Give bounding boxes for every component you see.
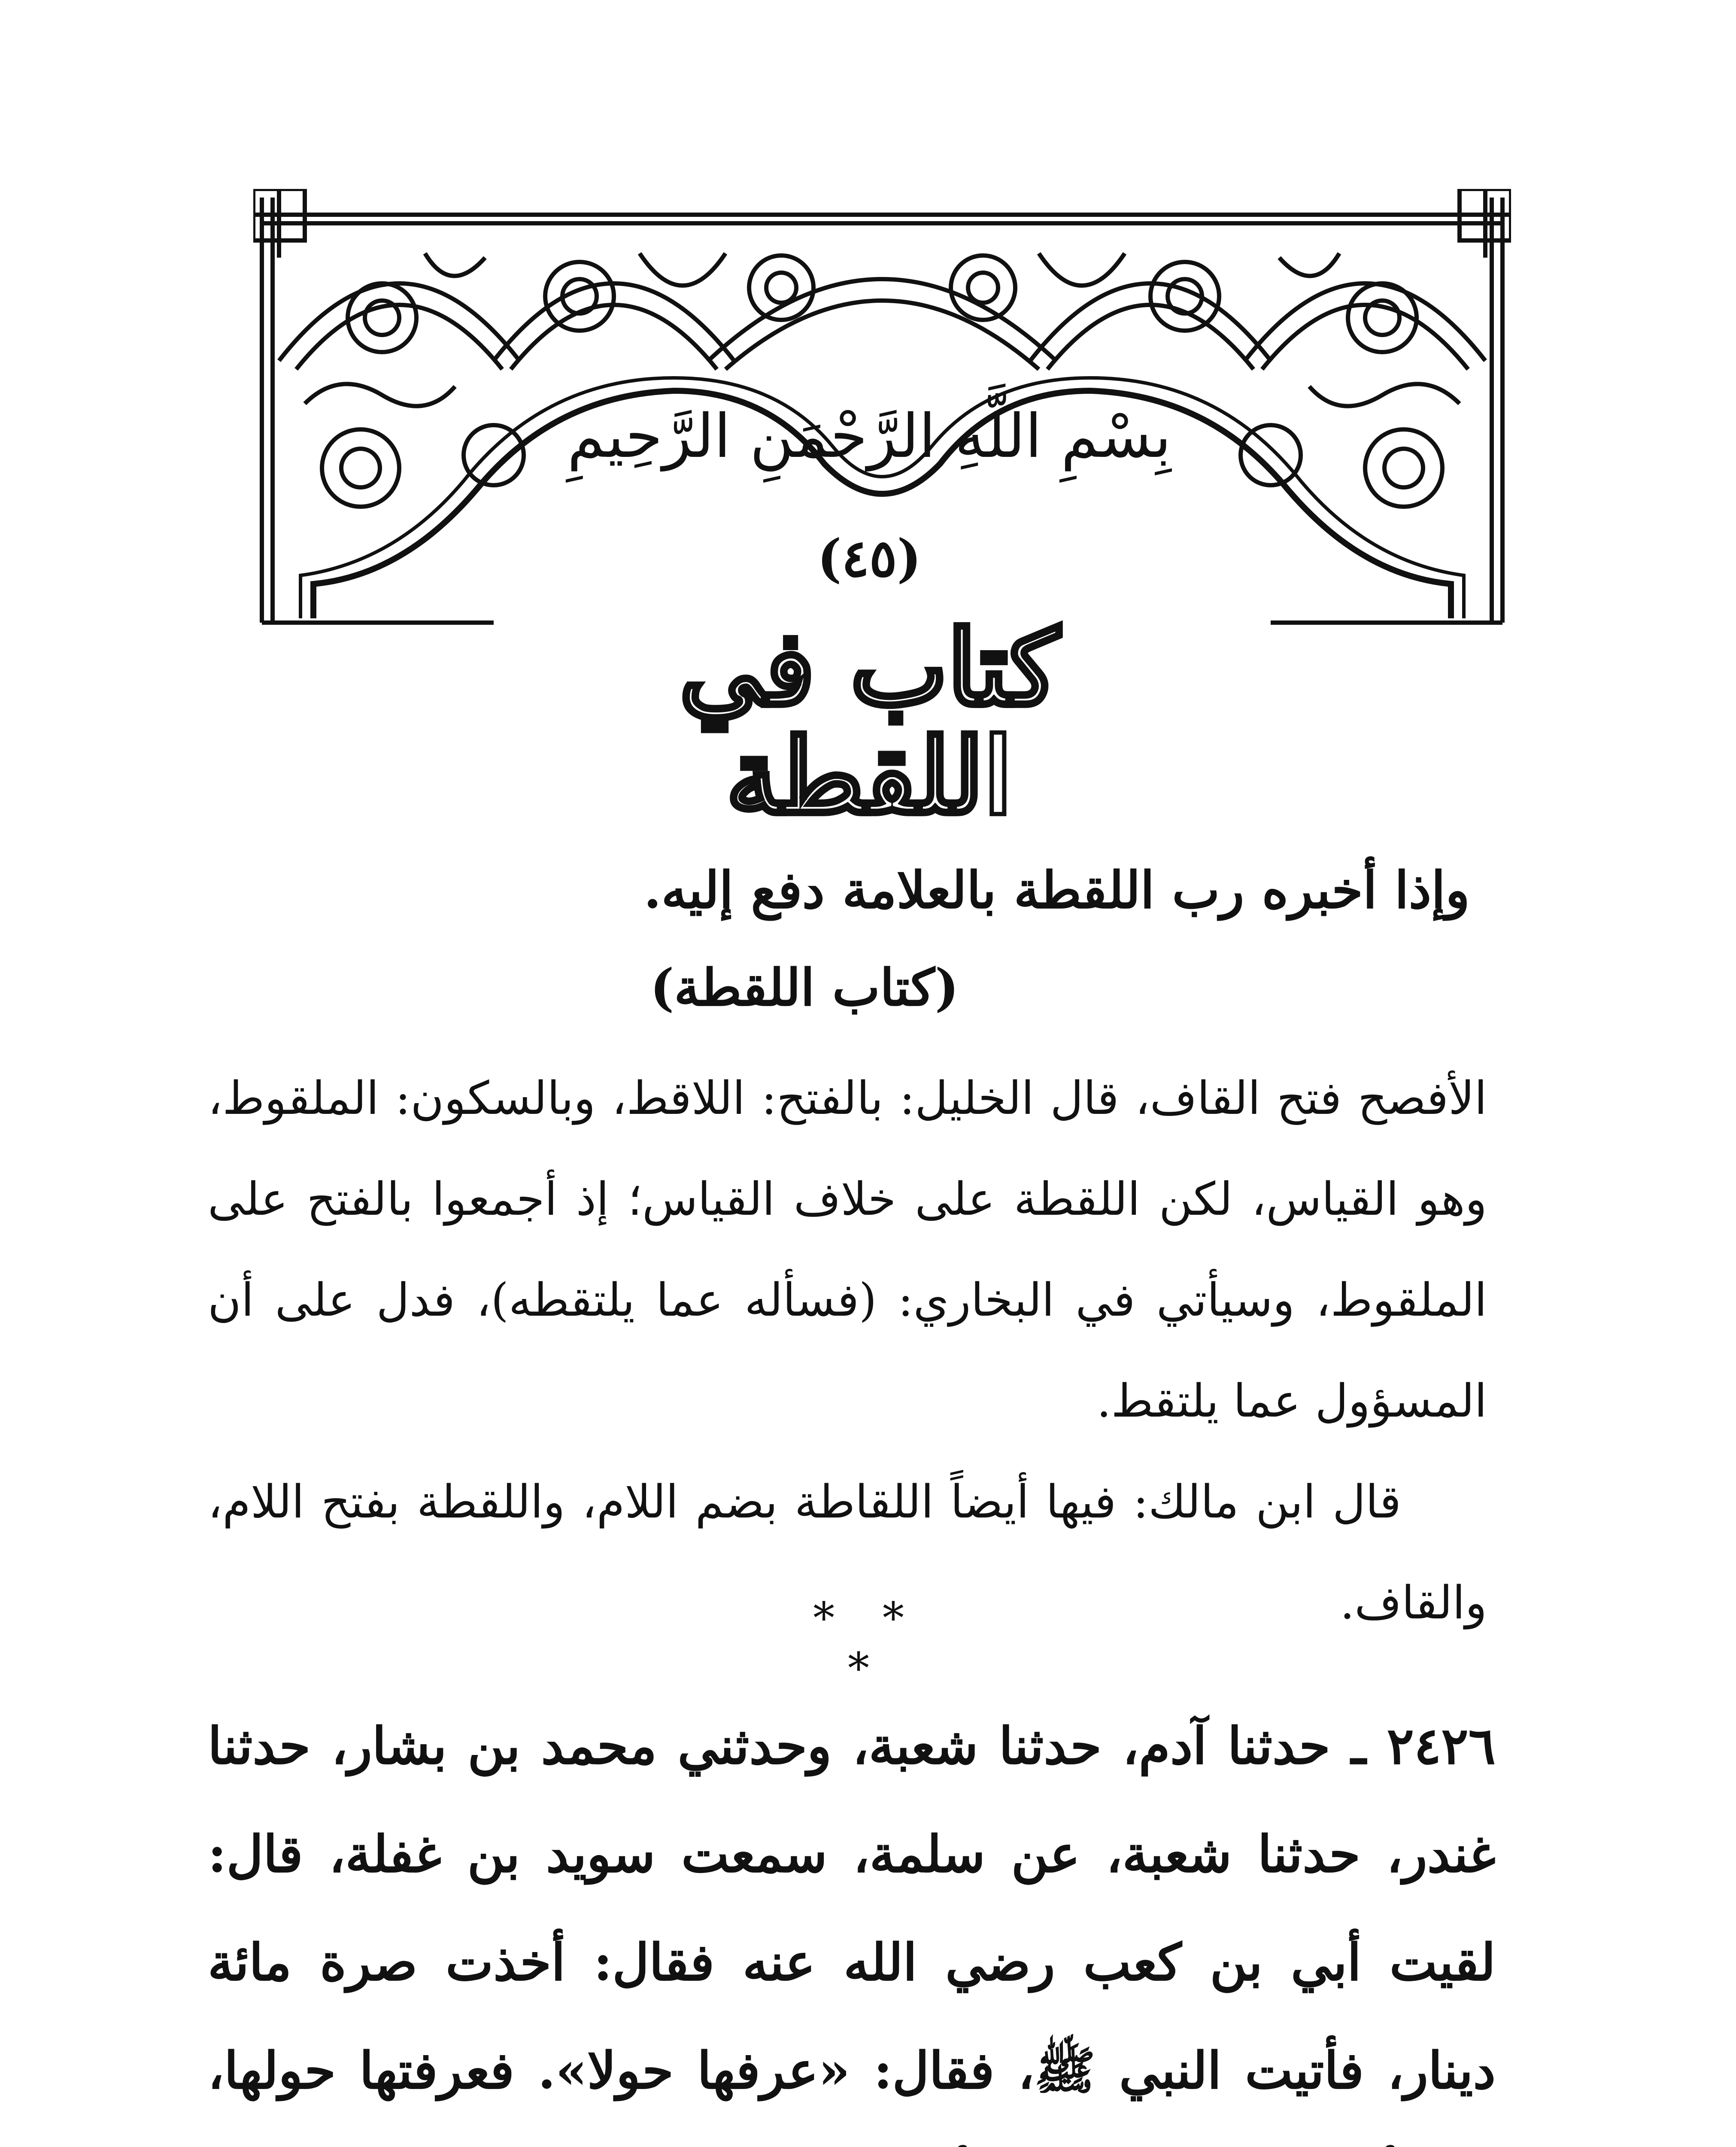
section-divider: * * *	[813, 1593, 921, 1694]
commentary-block	[208, 1048, 1487, 1653]
section-title: (كتاب اللقطة)	[650, 958, 959, 1017]
commentary-paragraph: قال ابن مالك: فيها أيضاً اللقاطة بضم اللام، واللقطة بفتح اللام، والقاف.	[208, 1475, 1487, 1629]
book-number: (٤٥)	[817, 528, 922, 589]
basmala-heading: بِسْمِ اللَّهِ الرَّحْمَنِ الرَّحِيمِ	[567, 401, 1171, 471]
commentary-paragraph: الأفصح فتح القاف، قال الخليل: بالفتح: اللاقط، وبالسكون: الملقوط، وهو القياس، لكن اللقطة على خلاف القياس؛ إذ أجمعوا بالفتح على الملقوط، وسيأتي في البخاري: (فسأله عما يلتقطه)، فدل على أن المسؤول عما يلتقط.	[208, 1072, 1487, 1427]
hadith-text: ٢٤٢٦ ـ حدثنا آدم، حدثنا شعبة، وحدثني محمد بن بشار، حدثنا غندر، حدثنا شعبة، عن سلمة، سمعت سويد بن غفلة، قال: لقيت أبي بن كعب رضي الله عنه فقال: أخذت صرة مائة دينار، فأتيت النبي ﷺ، فقال: «عرفها حولا». فعرفتها حولها،	[208, 1716, 1496, 2100]
book-title: كتاب في اللقطة	[679, 608, 1059, 837]
matn-text: وإذا أخبره رب اللقطة بالعلامة دفع إليه.	[643, 860, 1470, 920]
